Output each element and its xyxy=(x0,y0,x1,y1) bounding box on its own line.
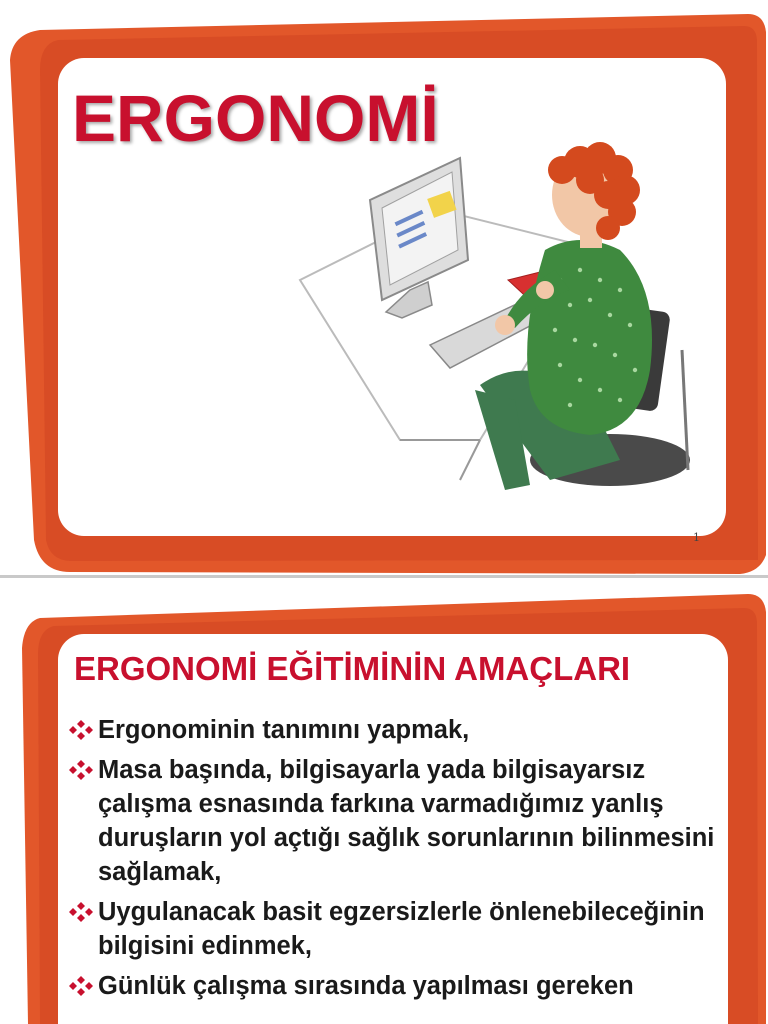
person-at-computer-illustration xyxy=(290,140,700,520)
slide-1-title: ERGONOMİ xyxy=(72,81,439,155)
diamond-cluster-bullet-icon xyxy=(68,719,94,741)
list-item xyxy=(68,753,718,889)
diamond-cluster-bullet-icon xyxy=(68,901,94,923)
bullet-text: Ergonominin tanımını yapmak, xyxy=(98,716,470,744)
objectives-list xyxy=(68,713,718,1009)
list-item xyxy=(68,713,718,747)
slide-2 xyxy=(0,578,768,1024)
bullet-text: Masa başında, bilgisayarla yada bilgisayarsız çalışma esnasında farkına varmadığımız yanlış duruşların yol açtığı sağlık sorunlarının bilinmesini sağlamak, xyxy=(98,756,715,886)
diamond-cluster-bullet-icon xyxy=(68,759,94,781)
bullet-text: Günlük çalışma sırasında yapılması gereken xyxy=(98,972,634,1000)
bullet-text: Uygulanacak basit egzersizlerle önlenebileceğinin bilgisini edinmek, xyxy=(98,898,705,960)
diamond-cluster-bullet-icon xyxy=(68,975,94,997)
page-number: 1 xyxy=(693,531,700,544)
list-item xyxy=(68,895,718,963)
list-item xyxy=(68,969,718,1003)
slide-2-title: ERGONOMİ EĞİTİMİNİN AMAÇLARI xyxy=(74,650,631,687)
